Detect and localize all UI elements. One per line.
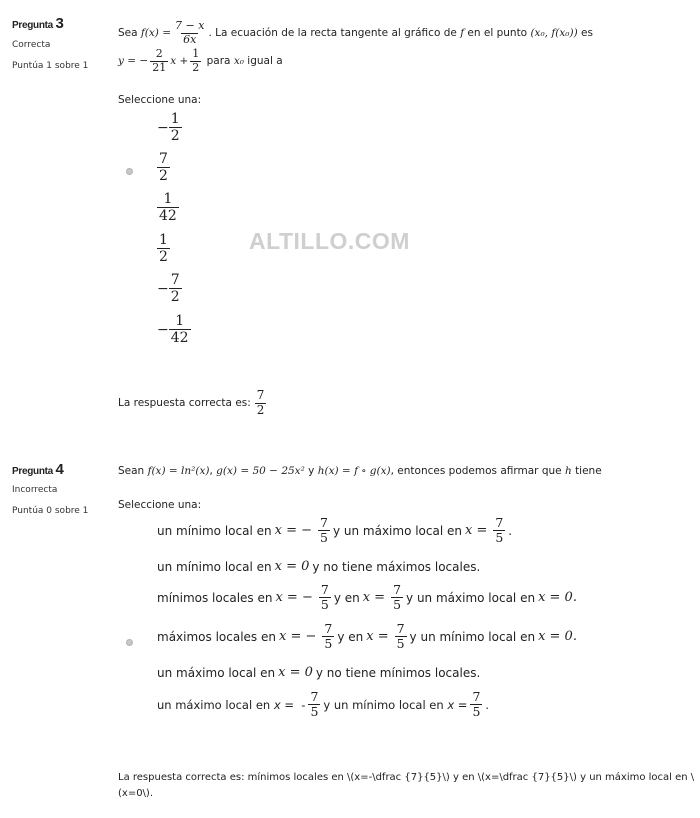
q4-statement: Sean f(x) = ln²(x) , g(x) = 50 − 25x² y h(x) = f ∘ g(x) , entonces podemos afirmar que h tiene bbox=[118, 465, 602, 477]
q4-option-4-radio[interactable] bbox=[126, 639, 133, 646]
q3-option-2[interactable]: $\frac{7}{2}$ bbox=[159, 151, 168, 185]
q4-select-label: Seleccione una: bbox=[118, 499, 202, 511]
q4-number: 4 bbox=[55, 461, 64, 478]
q3-option-4[interactable]: $\frac{1}{2}$ bbox=[159, 232, 168, 266]
q4-option-3[interactable]: mínimos locales en x = − $\frac{7}{5}$ y en x = $\frac{7}{5}$ y un máximo local en x = 0. bbox=[157, 582, 577, 613]
q3-score: Puntúa 1 sobre 1 bbox=[12, 61, 89, 71]
q4-status: Incorrecta bbox=[12, 485, 58, 495]
q4-option-6[interactable]: un máximo local en x = - $\frac{7}{5}$ y un mínimo local en x = $\frac{7}{5}$ . bbox=[157, 689, 490, 720]
q4-score: Puntúa 0 sobre 1 bbox=[12, 506, 89, 516]
q3-option-2-radio[interactable] bbox=[126, 168, 133, 175]
q3-select-label: Seleccione una: bbox=[118, 94, 202, 106]
watermark: ALTILLO.COM bbox=[249, 228, 410, 254]
q4-correct-answer-line2: (x=0\). bbox=[118, 788, 154, 799]
q3-tangent-line: y = − $\frac{2}{21}$ x + $\frac{1}{2}$ para x₀ igual a bbox=[118, 47, 283, 74]
q4-option-2[interactable]: un mínimo local en x = 0 y no tiene máximos locales. bbox=[157, 559, 481, 574]
q4-option-4[interactable]: máximos locales en x = − $\frac{7}{5}$ y en x = $\frac{7}{5}$ y un mínimo local en x = 0. bbox=[157, 621, 577, 652]
q4-option-1[interactable]: un mínimo local en x = − $\frac{7}{5}$ y un máximo local en x = $\frac{7}{5}$ . bbox=[157, 515, 513, 546]
q3-correct-answer: La respuesta correcta es: $\frac{7}{2}$ bbox=[118, 388, 265, 417]
q3-statement-fraction: $\frac{7 - x}{6x}$ bbox=[175, 19, 205, 46]
q3-option-5[interactable]: − $\frac{7}{2}$ bbox=[157, 272, 180, 306]
q3-number: 3 bbox=[55, 15, 64, 32]
q3-option-6[interactable]: − $\frac{1}{42}$ bbox=[157, 313, 189, 347]
q3-status: Correcta bbox=[12, 40, 51, 50]
q3-option-3[interactable]: $\frac{1}{42}$ bbox=[159, 191, 177, 225]
q3-label: Pregunta bbox=[12, 20, 53, 31]
q4-label: Pregunta bbox=[12, 466, 53, 477]
q3-title bbox=[12, 15, 63, 32]
q4-title bbox=[12, 461, 63, 478]
q3-option-1[interactable]: − $\frac{1}{2}$ bbox=[157, 111, 180, 145]
q4-correct-answer-line1: La respuesta correcta es: mínimos locales en \(x=-\dfrac {7}{5}\) y en \(x=\dfrac {7}{5}\) y un máximo local en \ bbox=[118, 772, 695, 783]
q3-statement: Sea f(x) = $\frac{7 - x}{6x}$ . La ecuación de la recta tangente al gráfico de f en el punto (x₀, f(x₀)) es bbox=[118, 19, 593, 46]
q4-option-5[interactable]: un máximo local en x = 0 y no tiene mínimos locales. bbox=[157, 665, 481, 680]
